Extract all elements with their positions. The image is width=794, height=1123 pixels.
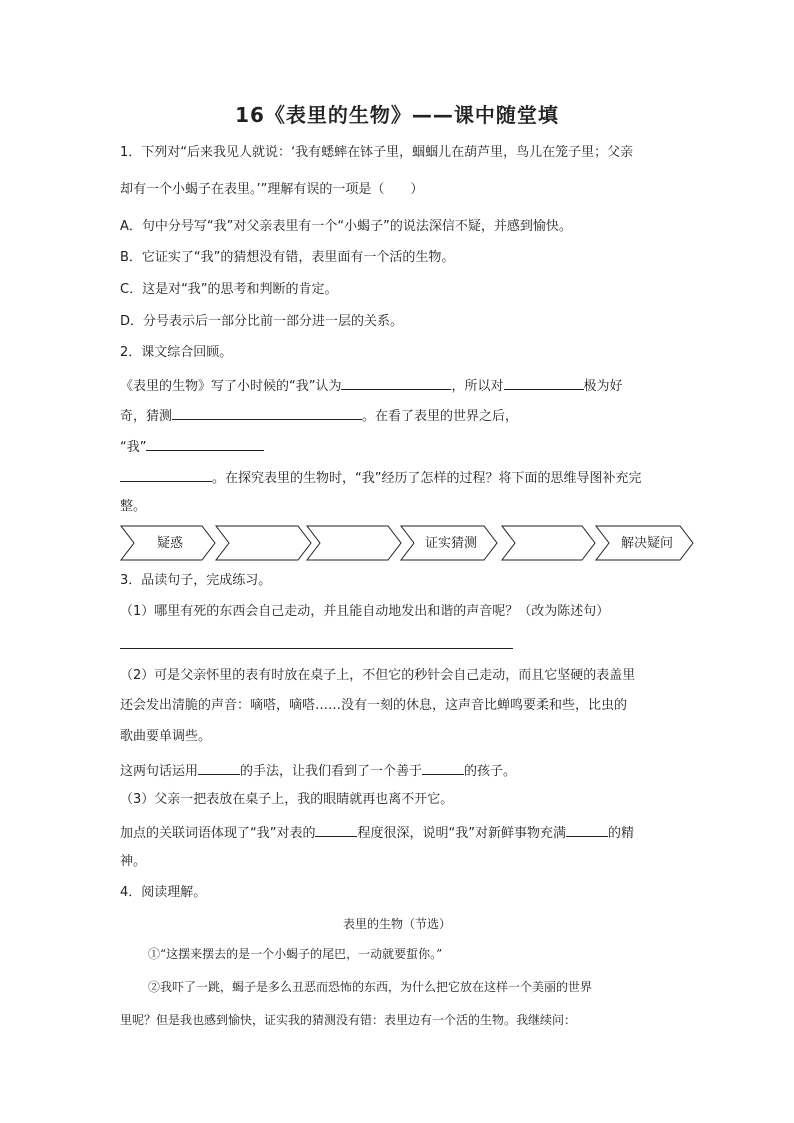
q1-option-d: D．分号表示后一部分比前一部分进一层的关系。 [120, 314, 404, 329]
q3-heading: 3．品读句子，完成练习。 [120, 573, 272, 588]
flow-step-1-label: 疑惑 [156, 536, 184, 551]
q1-option-b: B．它证实了“我”的猜想没有错，表里面有一个活的生物。 [120, 250, 455, 265]
q2-text-1: 《表里的生物》写了小时候的“我”认为 [120, 379, 342, 394]
q2-line4 [120, 467, 641, 488]
q3-sentence-2-line1: （2）可是父亲怀里的表有时放在桌子上，不但它的秒针会自己走动，而且它坚硬的表盖里 [120, 668, 636, 683]
q3-answer-line[interactable] [120, 648, 513, 649]
q2-heading: 2．课文综合回顾。 [120, 345, 233, 360]
q3-question-3 [120, 822, 634, 843]
passage-para-1: ①“这摆来摆去的是一个小蝎子的尾巴，一动就要蜇你。” [148, 947, 443, 961]
q3-q3-text-b: 程度很深，说明“我”对新鲜事物充满 [357, 826, 566, 841]
q2-blank-1[interactable] [341, 375, 451, 390]
flow-step-6-label: 解决疑问 [620, 536, 674, 551]
q3-sentence-1: （1）哪里有死的东西会自己走动，并且能自动地发出和谐的声音呢？（改为陈述句） [120, 604, 610, 619]
q2-text-7: 。在探究表里的生物时，“我”经历了怎样的过程？将下面的思维导图补充完 [212, 471, 642, 486]
q2-line3 [120, 436, 264, 457]
page-title: 16《表里的生物》——课中随堂填 [235, 103, 559, 127]
flow-step-2[interactable] [216, 526, 311, 560]
q2-text-2: ，所以对 [451, 379, 504, 394]
q3-sentence-2-line2: 还会发出清脆的声音：嘀嗒，嘀嗒……没有一刻的休息，这声音比蝉鸣要柔和些，比虫的 [120, 698, 628, 713]
q2-blank-2[interactable] [504, 375, 584, 390]
q2-line1 [120, 375, 623, 396]
q1-stem-line2: 却有一个小蝎子在表里。’”理解有误的一项是（ ） [120, 182, 424, 197]
q2-blank-3[interactable] [172, 405, 362, 420]
q3-sentence-3: （3）父亲一把表放在桌子上，我的眼睛就再也离不开它。 [120, 792, 454, 807]
q3-q2-blank-1[interactable] [198, 760, 240, 775]
q3-q2-text-c: 的孩子。 [464, 764, 517, 779]
q2-text-6: “我” [120, 440, 147, 455]
flow-step-4 [401, 526, 497, 560]
q3-question-3-end: 神。 [120, 854, 147, 869]
q3-q2-text-a: 这两句话运用 [120, 764, 199, 779]
q3-q2-blank-2[interactable] [422, 760, 464, 775]
q2-text-3: 极为好 [583, 379, 623, 394]
flow-step-4-label: 证实猜测 [424, 536, 478, 551]
q4-heading: 4．阅读理解。 [120, 885, 207, 900]
q2-blank-5[interactable] [120, 467, 212, 482]
q3-q3-text-c: 的精 [607, 826, 634, 841]
flow-step-3[interactable] [307, 526, 401, 560]
q1-stem-line1: 1．下列对“后来我见人就说：‘我有蟋蟀在钵子里，蝈蝈儿在葫芦里，鸟儿在笼子里；父亲 [120, 145, 634, 160]
q2-blank-4[interactable] [146, 436, 264, 451]
q2-line5: 整。 [120, 499, 147, 514]
q3-q2-text-b: 的手法，让我们看到了一个善于 [240, 764, 423, 779]
q2-text-5: 。在看了表里的世界之后， [362, 409, 519, 424]
passage-para-2-line1: ②我吓了一跳，蝎子是多么丑恶而恐怖的东西，为什么把它放在这样一个美丽的世界 [148, 980, 593, 994]
passage-title: 表里的生物（节选） [342, 917, 451, 931]
q3-sentence-2-line3: 歌曲要单调些。 [120, 729, 212, 744]
passage-para-2-line2: 里呢？但是我也感到愉快，证实我的猜测没有错：表里边有一个活的生物。我继续问： [120, 1013, 577, 1027]
mind-map-flow [120, 522, 700, 564]
q3-q3-blank-2[interactable] [566, 822, 608, 837]
q2-line2 [120, 405, 518, 426]
flow-step-6 [596, 526, 693, 560]
q3-q3-blank-1[interactable] [315, 822, 357, 837]
flow-step-1 [121, 526, 215, 560]
q1-option-c: C．这是对“我”的思考和判断的肯定。 [120, 282, 338, 297]
q3-question-2 [120, 760, 516, 781]
q3-q3-text-a: 加点的关联词语体现了“我”对表的 [120, 826, 316, 841]
q2-text-4: 奇，猜测 [120, 409, 173, 424]
q1-option-a: A．句中分号写“我”对父亲表里有一个“小蝎子”的说法深信不疑，并感到愉快。 [120, 219, 572, 234]
flow-step-5[interactable] [502, 526, 595, 560]
